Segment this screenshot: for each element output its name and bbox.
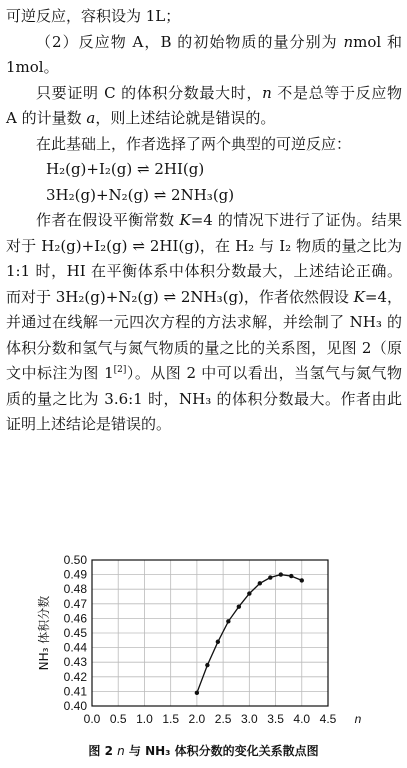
p2-text-a: （2）反应物 A，B 的初始物质的量分别为	[36, 32, 344, 51]
p3-text-c: ，则上述结论就是错误的。	[95, 109, 276, 127]
y-tick-label: 0.44	[63, 640, 87, 655]
y-tick-label: 0.45	[63, 626, 87, 640]
y-tick-label: 0.47	[63, 596, 87, 611]
y-axis-label: NH₃ 体积分数	[37, 595, 51, 671]
equation-2	[6, 183, 402, 209]
x-tick-label: 3.5	[267, 712, 284, 726]
data-point	[205, 663, 209, 667]
figure-chart	[0, 548, 407, 768]
p2-text-b: mol 和 1mol。	[6, 32, 402, 76]
y-tick-labels	[64, 553, 88, 713]
p5-var-k2: K	[353, 287, 365, 306]
data-point	[195, 691, 199, 695]
p1-text: 可逆反应，容积设为 1L；	[6, 7, 181, 25]
x-tick-label: 3.0	[240, 712, 258, 726]
p5-text-b: =4 的情况下进行了证伪。结果对于 H₂(g)+I₂(g) ⇌ 2HI(g)，在 H₂ 与 I₂ 物质的量之比为 1:1 时，HI 在平衡体系中体积分数最大，上述结论正确。而对于 3H₂(g)+N₂(g) ⇌ 2NH₃(g)，作者依然假设	[6, 211, 402, 306]
x-tick-label: 2.5	[214, 712, 232, 726]
x-tick-label: 1.5	[162, 712, 180, 726]
paragraph-3	[6, 81, 402, 132]
caption-text: 与 NH₃ 体积分数的变化关系散点图	[124, 744, 319, 758]
y-tick-label: 0.48	[63, 582, 87, 597]
y-tick-label: 0.43	[63, 655, 87, 670]
x-tick-labels	[84, 712, 337, 726]
x-tick-label: 4.5	[319, 712, 337, 726]
data-point	[279, 572, 283, 576]
chart-svg	[0, 548, 407, 740]
paragraph-2	[6, 30, 402, 81]
y-tick-label: 0.40	[63, 699, 87, 713]
p3-text-a: 只要证明 C 的体积分数最大时，	[36, 83, 263, 102]
eq1-text: H₂(g)+I₂(g) ⇌ 2HI(g)	[46, 160, 205, 178]
body-text	[6, 4, 402, 438]
p4-text: 在此基础上，作者选择了两个典型的可逆反应：	[36, 134, 352, 153]
paragraph-1	[6, 4, 402, 30]
data-point	[216, 640, 220, 644]
chart-grid	[92, 560, 328, 706]
data-point	[258, 581, 262, 585]
paragraph-5	[6, 208, 402, 438]
x-tick-label: 0.5	[109, 712, 127, 726]
citation-ref[interactable]: [2]	[113, 365, 127, 375]
data-point	[226, 619, 230, 623]
data-point	[237, 605, 241, 609]
y-tick-label: 0.42	[63, 669, 87, 684]
data-point	[268, 575, 272, 579]
caption-var-n: n	[117, 744, 125, 758]
equation-1	[6, 157, 402, 183]
y-tick-label: 0.49	[63, 567, 87, 582]
x-tick-label: 0.0	[83, 712, 101, 726]
p5-text-a: 作者在假设平衡常数	[36, 211, 180, 229]
x-axis-label: n	[354, 712, 362, 726]
p5-var-k: K	[179, 211, 191, 229]
p5-text-c: =4，并通过在线解一元四次方程的方法求解，并绘制了 NH₃ 的体积分数和氢气与氮气物质的量之比的关系图，见图 2（原文中标注为图 1	[6, 287, 403, 382]
x-tick-label: 4.0	[293, 712, 311, 726]
data-point	[247, 591, 251, 595]
p2-var-n: n	[343, 32, 354, 51]
y-tick-label: 0.46	[63, 611, 87, 626]
x-tick-label: 2.0	[188, 712, 206, 726]
caption-prefix: 图 2	[88, 744, 113, 758]
eq2-text: 3H₂(g)+N₂(g) ⇌ 2NH₃(g)	[46, 185, 235, 204]
p3-var-a: a	[86, 109, 96, 127]
paragraph-4	[6, 132, 402, 158]
p3-var-n: n	[262, 83, 272, 102]
data-point	[289, 574, 293, 578]
figure-caption	[0, 742, 407, 759]
y-tick-label: 0.50	[63, 553, 87, 567]
p5-text-d: ）。从图 2 中可以看出，当氢气与氮气物质的量之比为 3.6:1 时，NH₃ 的体积分数最大。作者由此证明上述结论是错误的。	[6, 364, 402, 433]
p3-text-b: 不是总等于反应物 A 的计量数	[6, 83, 402, 127]
data-point	[300, 578, 304, 582]
y-tick-label: 0.41	[63, 684, 87, 699]
x-tick-label: 1.0	[136, 712, 153, 726]
